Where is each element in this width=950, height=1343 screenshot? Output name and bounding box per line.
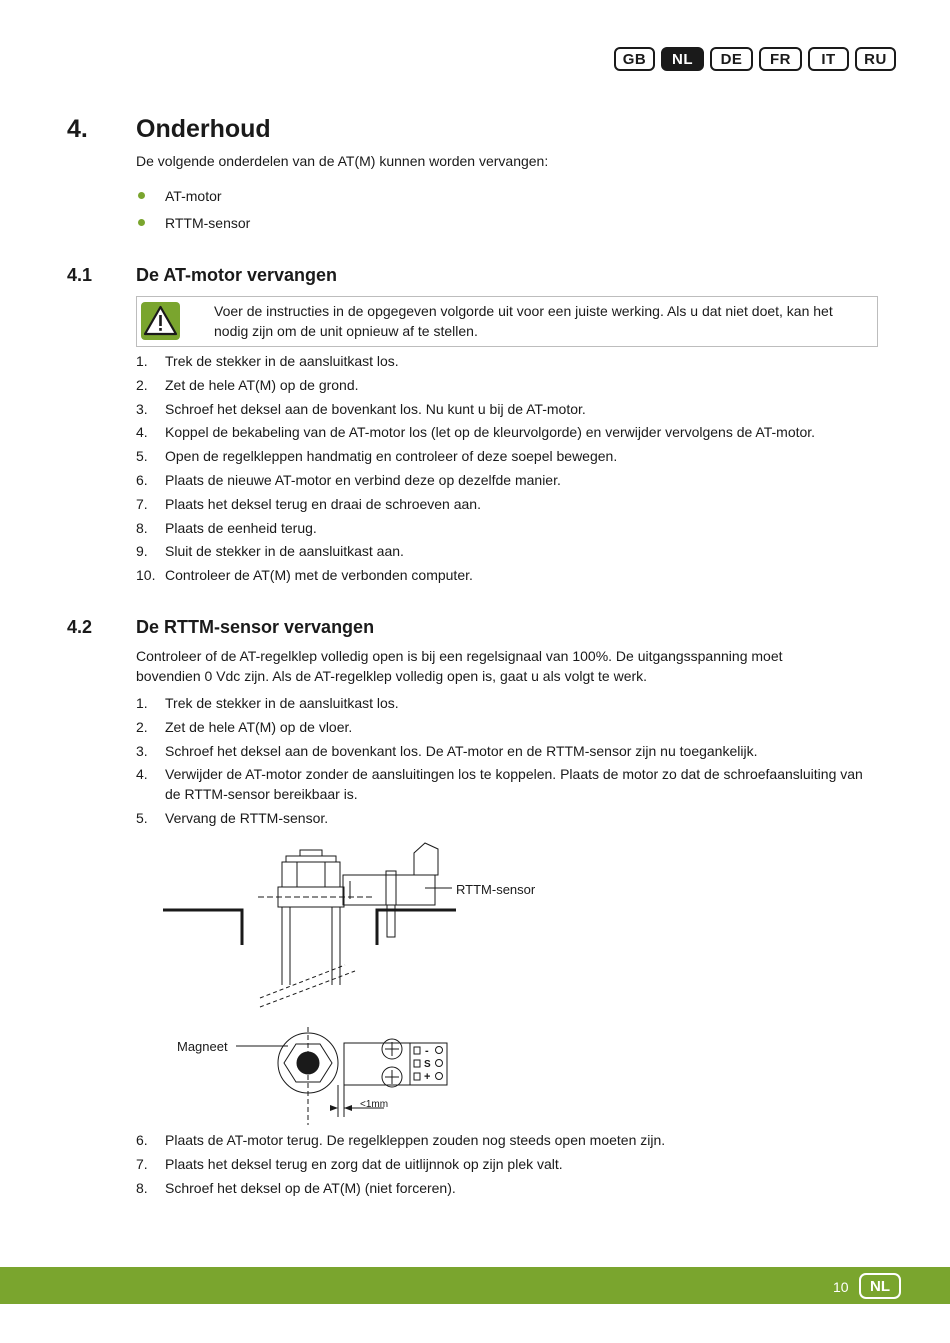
bullet-icon	[138, 192, 145, 199]
terminal-plus-label: +	[424, 1071, 431, 1083]
terminal-s-label: S	[424, 1059, 431, 1070]
list-item: 10. Controleer de AT(M) met de verbonden computer.	[136, 567, 473, 584]
list-item: 9. Sluit de stekker in de aansluitkast aan.	[136, 543, 404, 560]
list-item: 4. Koppel de bekabeling van de AT-motor los (let op de kleurvolgorde) en verwijder vervolgens de AT-motor.	[136, 424, 816, 441]
lang-fr-button[interactable]: FR	[759, 47, 802, 71]
lang-it-button[interactable]: IT	[808, 47, 849, 71]
lang-ru-button[interactable]: RU	[855, 47, 896, 71]
list-item: 8. Schroef het deksel op de AT(M) (niet forceren).	[136, 1179, 456, 1196]
sensor-label: RTTM-sensor	[456, 882, 536, 897]
section-41-title: De AT-motor vervangen	[136, 265, 338, 285]
list-item: 2. Zet de hele AT(M) op de vloer.	[136, 718, 353, 735]
list-item: 5. Open de regelkleppen handmatig en controleer of deze soepel bewegen.	[136, 448, 618, 465]
list-item: 5. Vervang de RTTM-sensor.	[136, 809, 329, 826]
section-4-title: Onderhoud	[136, 115, 271, 143]
language-selector	[614, 47, 896, 71]
lang-gb-button[interactable]: GB	[614, 47, 655, 71]
list-item: 2. Zet de hele AT(M) op de grond.	[136, 376, 359, 393]
list-item: 4. Verwijder de AT-motor zonder de aansluitingen los te koppelen. Plaats de motor zo dat de schroefaansluiting van de RTTM-sensor bereikbaar is.	[136, 766, 863, 802]
list-item: 7. Plaats het deksel terug en draai de schroeven aan.	[136, 495, 481, 512]
lang-nl-button[interactable]: NL	[661, 47, 704, 71]
list-item: 7. Plaats het deksel terug en zorg dat de uitlijnnok op zijn plek valt.	[136, 1155, 563, 1172]
list-item: 6. Plaats de AT-motor terug. De regelkleppen zouden nog steeds open moeten zijn.	[136, 1132, 666, 1148]
section-42-title: De RTTM-sensor vervangen	[136, 617, 375, 637]
lang-de-button[interactable]: DE	[710, 47, 753, 71]
warning-box	[136, 296, 878, 347]
terminal-minus-label: -	[425, 1045, 429, 1057]
magnet-label: Magneet	[177, 1039, 228, 1054]
page-number: 10	[833, 1279, 849, 1295]
list-item: 3. Schroef het deksel aan de bovenkant los. Nu kunt u bij de AT-motor.	[136, 400, 586, 417]
footer-language-badge: NL	[859, 1273, 901, 1299]
bullet-icon	[138, 219, 145, 226]
list-item: 6. Plaats de nieuwe AT-motor en verbind deze op dezelfde manier.	[136, 471, 561, 488]
warning-text: Voer de instructies in de opgegeven volgorde uit voor een juiste werking. Als u dat niet doet, kan het nodig zijn om de unit opnieuw af te stellen.	[214, 303, 833, 339]
list-item: 1. Trek de stekker in de aansluitkast los.	[136, 695, 399, 711]
section-42-number: 4.2	[67, 617, 93, 637]
section-4-number: 4.	[67, 115, 88, 143]
section-4-intro: De volgende onderdelen van de AT(M) kunnen worden vervangen:	[136, 153, 549, 169]
list-item: 1. Trek de stekker in de aansluitkast los.	[136, 353, 399, 369]
list-item: RTTM-sensor	[136, 212, 250, 239]
section-41-number: 4.1	[67, 265, 93, 285]
gap-label: <1mm	[360, 1099, 389, 1110]
list-item: AT-motor	[136, 185, 250, 212]
sensor-replacement-steps-continued	[136, 1131, 876, 1202]
list-item: 8. Plaats de eenheid terug.	[136, 519, 317, 536]
footer-bar	[0, 1267, 950, 1304]
rttm-sensor-figure	[160, 835, 560, 1125]
motor-replacement-steps	[136, 352, 876, 590]
list-item: 3. Schroef het deksel aan de bovenkant los. De AT-motor en de RTTM-sensor zijn nu toegankelijk.	[136, 742, 758, 759]
sensor-replacement-steps	[136, 694, 876, 832]
warning-icon	[141, 302, 180, 340]
replaceable-parts-list	[136, 185, 250, 239]
section-42-intro: Controleer of de AT-regelklep volledig open is bij een regelsignaal van 100%. De uitgangsspanning moet bovendien 0 Vdc zijn. Als de AT-regelklep volledig open is, gaat u als volgt te werk.	[136, 648, 783, 684]
